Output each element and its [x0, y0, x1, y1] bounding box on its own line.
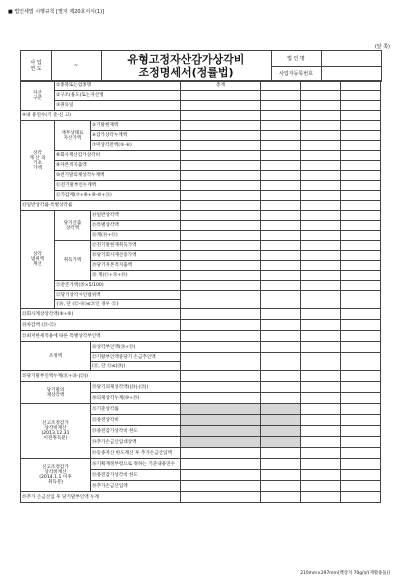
- biz-reg-label-cell: [271, 66, 322, 81]
- cell: [181, 415, 261, 426]
- acquisition-label: 취득가액: [55, 241, 91, 281]
- current-row-14: ⑭일반상각액: [91, 211, 181, 221]
- cell[interactable]: [261, 161, 301, 171]
- cell[interactable]: [261, 131, 301, 141]
- cell[interactable]: [301, 459, 341, 470]
- period-mark: ~: [73, 63, 79, 69]
- cell[interactable]: [301, 415, 341, 426]
- base-row-12: ⑫가감계(⑦+⑧+⑨-⑩+⑪): [55, 191, 181, 201]
- acq-row-20: ⑳ 계(⑰+⑱+⑲): [91, 271, 181, 281]
- ifrs1-row-35: ㉟동종자산 한도계산 후 추가손금산입액: [91, 448, 181, 459]
- adjustment-label: 조정액: [21, 342, 91, 371]
- cell[interactable]: [341, 91, 381, 101]
- cell[interactable]: [261, 121, 301, 131]
- cell[interactable]: [261, 91, 301, 101]
- cell[interactable]: [261, 191, 301, 201]
- cell[interactable]: [341, 171, 381, 181]
- adjust-row-26: ㉖상각부인액(㉔+㉕): [91, 342, 181, 353]
- form-title-line2: 조정명세서(정률법): [138, 66, 234, 79]
- corp-name-label-cell: [271, 51, 322, 67]
- cell[interactable]: [341, 331, 381, 342]
- cell[interactable]: [261, 470, 301, 481]
- biz-reg-field[interactable]: [321, 66, 381, 81]
- cell[interactable]: [341, 181, 381, 191]
- cell[interactable]: [181, 191, 261, 201]
- cell[interactable]: [261, 281, 301, 291]
- cell[interactable]: [181, 271, 261, 281]
- cell[interactable]: [261, 211, 301, 221]
- cell[interactable]: [301, 492, 341, 503]
- limit-row-2: {⑯, 단 (⑫-⑯)≤㉑인 경우 ⑫}: [55, 300, 181, 309]
- cell[interactable]: [261, 81, 301, 91]
- calc-section-label: 상각 범위액 계산: [21, 211, 55, 309]
- cell[interactable]: [181, 231, 261, 241]
- cell[interactable]: [261, 492, 301, 503]
- cell[interactable]: [181, 261, 261, 271]
- cell[interactable]: [261, 353, 301, 371]
- cell[interactable]: [341, 320, 381, 331]
- cell[interactable]: [261, 291, 301, 309]
- residual-row: ㉑잔존가액(⑳×5/100): [55, 281, 181, 291]
- cell[interactable]: [341, 291, 381, 309]
- asset-row-3: ③취득일: [55, 101, 181, 111]
- cell[interactable]: [301, 251, 341, 261]
- cell[interactable]: [301, 211, 341, 221]
- cell[interactable]: [301, 291, 341, 309]
- cell[interactable]: [341, 111, 381, 121]
- cell[interactable]: [181, 221, 261, 231]
- cell[interactable]: [261, 221, 301, 231]
- cell[interactable]: [301, 448, 341, 459]
- cell[interactable]: [301, 241, 341, 251]
- cell[interactable]: [301, 111, 341, 121]
- company-dep-row: ㉓회사계상상각액(⑧+⑨): [21, 309, 181, 320]
- total-label: 총계: [181, 81, 261, 91]
- cell[interactable]: [301, 281, 341, 291]
- adjust-row-27b: (⑪, 단 ⑪≤|㉔|): [91, 362, 181, 371]
- difference-row: ㉔차감액 (㉓-㉒): [21, 320, 181, 331]
- cell[interactable]: [301, 191, 341, 201]
- ifrs2-row-38: ㊳추가손금산입액: [91, 481, 181, 492]
- cell[interactable]: [261, 342, 301, 353]
- ifrs-post-label: 신고조정감가 상각비계산 (2014.1.1 이후 취득분): [21, 459, 91, 492]
- cell[interactable]: [181, 131, 261, 141]
- cell[interactable]: [261, 331, 301, 342]
- cell[interactable]: [181, 459, 261, 470]
- base-row-6: ⑥감가상각누계액: [91, 131, 181, 141]
- cell: [181, 426, 261, 437]
- cell[interactable]: [181, 201, 261, 211]
- cell[interactable]: [341, 211, 381, 221]
- cell[interactable]: [341, 81, 381, 91]
- deemed-label: 당기말의 제상각액: [21, 382, 91, 404]
- cell[interactable]: [181, 161, 261, 171]
- cell[interactable]: [181, 291, 261, 309]
- cell[interactable]: [181, 241, 261, 251]
- cell[interactable]: [261, 459, 301, 470]
- cell[interactable]: [301, 91, 341, 101]
- cell[interactable]: [301, 101, 341, 111]
- cell[interactable]: [341, 382, 381, 393]
- cell[interactable]: [181, 382, 261, 393]
- cell[interactable]: [181, 353, 261, 371]
- ifrs2-row-36: ㊱기획재정부령으로 정하는 기준내용연수: [91, 459, 181, 470]
- cell[interactable]: [181, 320, 261, 331]
- cell[interactable]: [181, 181, 261, 191]
- title-block: [20, 50, 382, 82]
- cell[interactable]: [341, 241, 381, 251]
- cell[interactable]: [181, 91, 261, 101]
- base-row-8: ⑧회사계산감가상각비: [55, 151, 181, 161]
- corp-name-label: 법 인 명: [287, 56, 305, 62]
- cell[interactable]: [341, 393, 381, 404]
- asset-row-2: ②구조(용도)또는자산명: [55, 91, 181, 101]
- cell[interactable]: [301, 404, 341, 415]
- cell[interactable]: [301, 309, 341, 320]
- cell[interactable]: [341, 309, 381, 320]
- cell[interactable]: [301, 201, 341, 211]
- cell[interactable]: [301, 331, 341, 342]
- cell[interactable]: [301, 382, 341, 393]
- cell[interactable]: [181, 111, 261, 121]
- cell[interactable]: [341, 261, 381, 271]
- cell[interactable]: [261, 320, 301, 331]
- cell[interactable]: [181, 251, 261, 261]
- cell[interactable]: [261, 393, 301, 404]
- cell[interactable]: [181, 492, 261, 503]
- deemed-row-30: ㉚의제상각누계(⑩+㉙): [91, 393, 181, 404]
- cell[interactable]: [341, 353, 381, 371]
- asset-section-label: 자산 구분: [21, 81, 55, 111]
- cell[interactable]: [341, 121, 381, 131]
- cell[interactable]: [301, 481, 341, 492]
- base-row-11: ⑪전기말부인누계액: [55, 181, 181, 191]
- cell[interactable]: [341, 131, 381, 141]
- business-year-period: [51, 51, 102, 81]
- cell[interactable]: [341, 161, 381, 171]
- base-row-10: ⑩전기말의제상각누계액: [55, 171, 181, 181]
- cell[interactable]: [341, 281, 381, 291]
- cell: [261, 415, 301, 426]
- current-calc-label: 당기산출 상각액: [55, 211, 91, 241]
- acq-row-19: ⑲당기자본적지출액: [91, 261, 181, 271]
- cell[interactable]: [181, 141, 261, 151]
- ifrs-pre-label: 신고조정감가 상각비계산 (2013.12.31 이전취득분): [21, 404, 91, 459]
- cell[interactable]: [301, 221, 341, 231]
- form-title-line1: 유형고정자산감가상각비: [127, 53, 245, 66]
- cell[interactable]: [181, 151, 261, 161]
- cell[interactable]: [261, 151, 301, 161]
- biz-reg-label: 사업자등록번호: [279, 71, 313, 77]
- cell[interactable]: [261, 481, 301, 492]
- cell[interactable]: [261, 309, 301, 320]
- cell[interactable]: [261, 251, 301, 261]
- cell[interactable]: [301, 271, 341, 281]
- cell[interactable]: [341, 371, 381, 382]
- cell[interactable]: [181, 309, 261, 320]
- cumulative-row: ㉘당기말부인액누계(⑪+㉖-|㉗|): [21, 371, 181, 382]
- cell[interactable]: [301, 261, 341, 271]
- cell[interactable]: [261, 111, 301, 121]
- cell[interactable]: [301, 131, 341, 141]
- rate-row: ⑬일반상각률·특별상각률: [21, 201, 181, 211]
- cell[interactable]: [301, 320, 341, 331]
- cell: [181, 404, 261, 415]
- current-row-16: ⑯계(⑭+⑮): [91, 231, 181, 241]
- base-row-9: ⑨자본적지출액: [55, 161, 181, 171]
- cell[interactable]: [261, 101, 301, 111]
- cell[interactable]: [261, 371, 301, 382]
- cell[interactable]: [341, 426, 381, 437]
- cell[interactable]: [181, 101, 261, 111]
- cell[interactable]: [181, 121, 261, 131]
- deemed-row-29: ㉙당기의제상각액(|㉔|-|㉗|): [91, 382, 181, 393]
- corp-name-field[interactable]: [321, 51, 381, 67]
- cell[interactable]: [341, 271, 381, 281]
- form-title-cell: [101, 51, 272, 81]
- cell[interactable]: [181, 448, 261, 459]
- cell[interactable]: [261, 448, 301, 459]
- base-row-5: ⑤기말현재액: [91, 121, 181, 131]
- cell[interactable]: [301, 81, 341, 91]
- cell[interactable]: [301, 393, 341, 404]
- cell[interactable]: [301, 353, 341, 371]
- cell[interactable]: [181, 393, 261, 404]
- cell[interactable]: [301, 141, 341, 151]
- cell[interactable]: [181, 481, 261, 492]
- useful-life-row: ④내 용연수(기 준·신 고): [21, 111, 181, 121]
- cell[interactable]: [261, 141, 301, 151]
- cell[interactable]: [261, 241, 301, 251]
- adjust-row-27: ㉗기왕부인액중당기 손금추인액: [91, 353, 181, 362]
- cell[interactable]: [301, 231, 341, 241]
- cell[interactable]: [341, 201, 381, 211]
- cell[interactable]: [261, 201, 301, 211]
- acq-row-18: ⑱당기회사계산증가액: [91, 251, 181, 261]
- cell[interactable]: [261, 261, 301, 271]
- cell[interactable]: [341, 448, 381, 459]
- cell[interactable]: [341, 101, 381, 111]
- ifrs1-row-32: ㉜종전상각비: [91, 415, 181, 426]
- cell[interactable]: [261, 181, 301, 191]
- cell[interactable]: [301, 121, 341, 131]
- ifrs2-row-37: ㊲종전감가상각비 한도: [91, 470, 181, 481]
- asset-row-1: ①종목또는업종명: [55, 81, 181, 91]
- base-section-label: 상각 계 산 의 기초 가액: [21, 121, 55, 201]
- cell[interactable]: [181, 281, 261, 291]
- cell[interactable]: [301, 437, 341, 448]
- cell[interactable]: [181, 371, 261, 382]
- minimum-tax-row: ㉕최저한세적용에 따른 특별상각부인액: [21, 331, 181, 342]
- cell[interactable]: [341, 151, 381, 161]
- cell[interactable]: [341, 231, 381, 241]
- ifrs1-row-33: ㉝종전감가상각비 한도: [91, 426, 181, 437]
- cell[interactable]: [341, 492, 381, 503]
- cell[interactable]: [341, 437, 381, 448]
- cell[interactable]: [341, 221, 381, 231]
- cell[interactable]: [301, 470, 341, 481]
- cell[interactable]: [301, 426, 341, 437]
- cell[interactable]: [341, 459, 381, 470]
- cell[interactable]: [341, 481, 381, 492]
- cell: [261, 437, 301, 448]
- cell[interactable]: [301, 342, 341, 353]
- cell[interactable]: [261, 231, 301, 241]
- cell[interactable]: [301, 371, 341, 382]
- cell[interactable]: [261, 382, 301, 393]
- limit-row-1: ㉒당기상각시인범위액: [55, 291, 181, 300]
- base-row-7: ⑦미상각잔액(⑤-⑥): [91, 141, 181, 151]
- cell[interactable]: [181, 211, 261, 221]
- final-row: ㊴추가 손금산입 후 당기말부인액 누계: [21, 492, 181, 503]
- cell[interactable]: [301, 171, 341, 181]
- cell[interactable]: [341, 470, 381, 481]
- cell[interactable]: [341, 342, 381, 353]
- current-row-15: ⑮특별상각액: [91, 221, 181, 231]
- cell[interactable]: [341, 141, 381, 151]
- depreciation-table: [20, 80, 381, 503]
- cell[interactable]: [341, 404, 381, 415]
- cell[interactable]: [341, 191, 381, 201]
- balance-sheet-label: 재무상태표 자산가액: [55, 121, 91, 151]
- page-side-mark: (앞 쪽): [374, 44, 390, 50]
- cell: [261, 426, 301, 437]
- cell[interactable]: [181, 342, 261, 353]
- cell[interactable]: [181, 331, 261, 342]
- cell[interactable]: [301, 161, 341, 171]
- cell[interactable]: [301, 151, 341, 161]
- regulation-reference: ■ 법인세법 시행규칙 [별지 제20호서식(1)]: [8, 9, 105, 15]
- cell[interactable]: [261, 271, 301, 281]
- cell[interactable]: [341, 251, 381, 261]
- cell[interactable]: [261, 171, 301, 181]
- cell[interactable]: [301, 181, 341, 191]
- cell: [181, 437, 261, 448]
- paper-size-note: 210mm×297mm[백상지 70g/㎡(재활용품)]: [300, 571, 390, 576]
- cell: [261, 404, 301, 415]
- business-year-label: 사 업 연 도: [30, 60, 42, 72]
- cell[interactable]: [181, 171, 261, 181]
- cell[interactable]: [181, 470, 261, 481]
- acq-row-17: ⑰전기말현재취득가액: [91, 241, 181, 251]
- business-year-label-cell: [21, 51, 52, 81]
- cell[interactable]: [341, 415, 381, 426]
- ifrs1-row-34: ㉞추가손금산입대상액: [91, 437, 181, 448]
- ifrs1-row-31: ㉛기준상각률: [91, 404, 181, 415]
